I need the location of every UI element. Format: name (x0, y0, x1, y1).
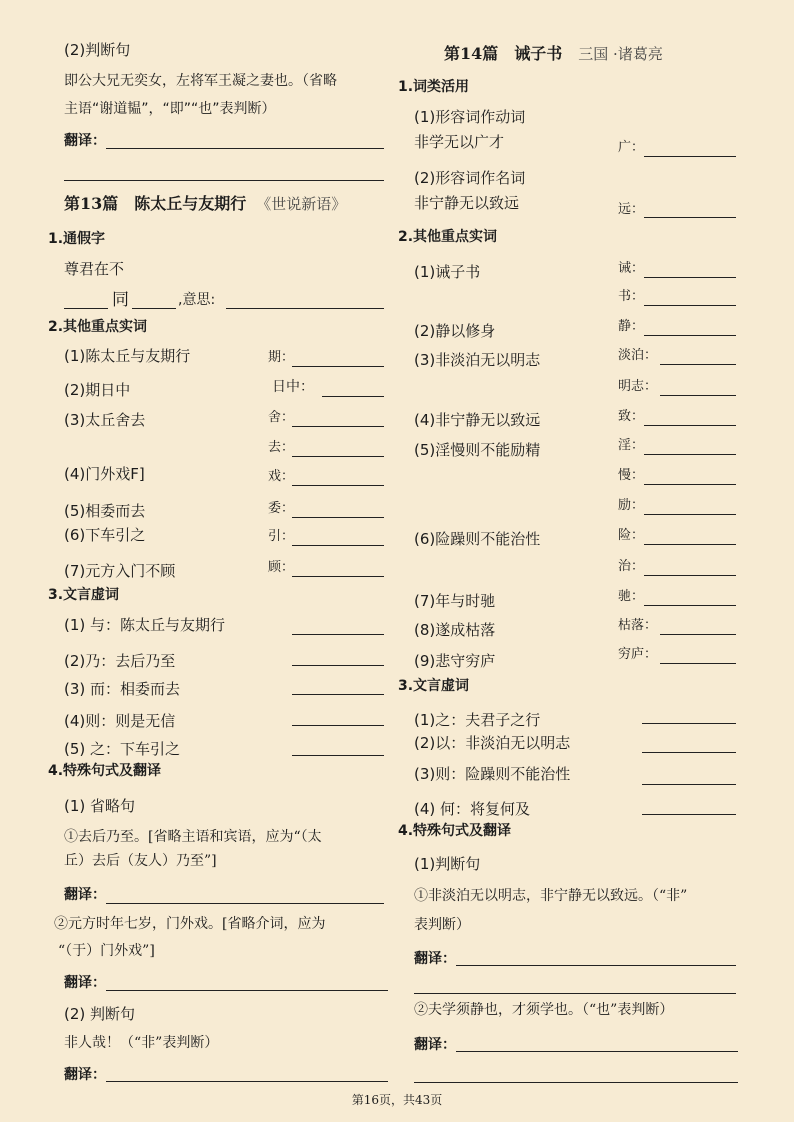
huoyong-label: 广： (618, 140, 645, 155)
section-14-source: 三国 ·诸葛亮 (578, 45, 663, 63)
shici-item: (9)悲守穷庐 (414, 652, 496, 670)
answer-line[interactable] (64, 308, 108, 309)
huoyong-sentence: 非宁静无以致远 (414, 194, 520, 212)
example-note: 主语“谢道韫”，“即”“也”表判断） (64, 101, 276, 117)
xuci-item: (5) 之：下车引之 (64, 740, 181, 758)
answer-line[interactable] (292, 755, 384, 756)
shici-item: (6)险躁则不能治性 (414, 530, 541, 548)
answer-line[interactable] (660, 634, 736, 635)
answer-line[interactable] (644, 454, 736, 455)
judge-example: 非人哉！（“非”表判断） (64, 1035, 219, 1051)
xuci-item: (3)则：险躁则不能治性 (414, 765, 571, 783)
answer-line[interactable] (132, 308, 176, 309)
answer-line[interactable] (644, 156, 736, 157)
shici-item: (2)静以修身 (414, 322, 496, 340)
answer-line[interactable] (106, 1081, 388, 1082)
answer-line[interactable] (644, 544, 736, 545)
answer-line[interactable] (642, 784, 736, 785)
xuci-item: (4) 何：将复何及 (414, 800, 531, 818)
shici-item: (6)下车引之 (64, 526, 146, 544)
judge-heading: (1)判断句 (414, 855, 481, 873)
shici-label: 枯落： (618, 618, 658, 633)
translation-label: 翻译： (64, 887, 106, 903)
judge-example-1: ①非淡泊无以明志，非宁静无以致远。（“非” (414, 888, 688, 904)
answer-line[interactable] (456, 1051, 738, 1052)
shici-item: (1)诫子书 (414, 263, 481, 281)
special-sentence-heading: 4.特殊句式及翻译 (398, 823, 512, 839)
shici-label: 静： (618, 319, 645, 334)
omission-example-2: ②元方时年七岁，门外戏。[省略介词，应为 (54, 916, 326, 932)
huoyong-sentence: 非学无以广才 (414, 133, 505, 151)
huoyong-type: (2)形容词作名词 (414, 169, 526, 187)
answer-line[interactable] (644, 305, 736, 306)
huoyong-label: 远： (618, 202, 645, 217)
answer-line[interactable] (292, 665, 384, 666)
answer-line[interactable] (292, 576, 384, 577)
shici-item: (4)非宁静无以致远 (414, 411, 541, 429)
shici-label: 戏： (268, 469, 295, 484)
judge-sentence-heading: (2)判断句 (64, 41, 131, 59)
answer-line[interactable] (292, 426, 384, 427)
omission-heading: (1) 省略句 (64, 797, 136, 815)
answer-line[interactable] (644, 425, 736, 426)
shici-label: 淫： (618, 438, 645, 453)
omission-example-2-cont: “（于）门外戏”] (58, 943, 155, 959)
answer-line[interactable] (292, 485, 384, 486)
shici-label: 驰： (618, 589, 645, 604)
omission-example-1-cont: 丘）去后（友人）乃至”] (64, 853, 217, 869)
answer-line[interactable] (644, 514, 736, 515)
answer-line[interactable] (642, 723, 736, 724)
translation-label: 翻译： (414, 1037, 456, 1053)
tongjia-heading: 1.通假字 (48, 231, 106, 247)
answer-line[interactable] (292, 366, 384, 367)
translation-label: 翻译： (64, 975, 106, 991)
answer-line[interactable] (106, 903, 384, 904)
section-14-title: 第14篇 诫子书 三国 ·诸葛亮 (444, 44, 663, 63)
xuci-item: (3) 而：相委而去 (64, 680, 181, 698)
answer-line[interactable] (106, 148, 384, 149)
answer-line[interactable] (292, 694, 384, 695)
huoyong-type: (1)形容词作动词 (414, 108, 526, 126)
shici-heading: 2.其他重点实词 (398, 229, 498, 245)
shici-label: 去： (268, 440, 295, 455)
shici-label: 日中： (272, 379, 314, 395)
omission-example-1: ①去后乃至。[省略主语和宾语，应为“（太 (64, 829, 322, 845)
shici-label: 诫： (618, 261, 645, 276)
judge-example-1-cont: 表判断） (414, 917, 470, 933)
shici-label: 书： (618, 289, 645, 304)
answer-line[interactable] (414, 993, 736, 994)
shici-label: 顾： (268, 560, 295, 575)
shici-item: (7)元方入门不顾 (64, 562, 176, 580)
special-sentence-heading: 4.特殊句式及翻译 (48, 763, 162, 779)
xuci-item: (4)则：则是无信 (64, 712, 176, 730)
answer-line[interactable] (456, 965, 736, 966)
xuci-item: (2)乃：去后乃至 (64, 652, 176, 670)
shici-label: 委： (268, 501, 295, 516)
translation-label: 翻译： (414, 951, 456, 967)
answer-line[interactable] (642, 752, 736, 753)
answer-line[interactable] (660, 663, 736, 664)
judge-example-2: ②夫学须静也，才须学也。（“也”表判断） (414, 1002, 674, 1018)
tongjia-same-char: 同 (112, 290, 129, 310)
section-13-title: 第13篇 陈太丘与友期行 《世说新语》 (64, 194, 347, 213)
answer-line[interactable] (292, 634, 384, 635)
answer-line[interactable] (644, 335, 736, 336)
shici-label: 治： (618, 559, 645, 574)
translation-label: 翻译： (64, 1067, 106, 1083)
xuci-item: (2)以：非淡泊无以明志 (414, 734, 571, 752)
answer-line[interactable] (660, 364, 736, 365)
shici-item: (7)年与时驰 (414, 592, 496, 610)
shici-item: (4)门外戏F] (64, 465, 145, 483)
shici-item: (3)非淡泊无以明志 (414, 351, 541, 369)
shici-label: 穷庐： (618, 647, 658, 662)
translation-label: 翻译： (64, 133, 106, 149)
shici-label: 明志： (618, 379, 658, 394)
answer-line[interactable] (642, 814, 736, 815)
xuci-heading: 3.文言虚词 (48, 587, 120, 603)
answer-line[interactable] (644, 484, 736, 485)
page-number: 第16页，共43页 (351, 1093, 443, 1107)
shici-item: (8)遂成枯落 (414, 621, 496, 639)
answer-line[interactable] (644, 605, 736, 606)
xuci-item: (1)之：夫君子之行 (414, 711, 541, 729)
shici-label: 引： (268, 529, 295, 544)
answer-line[interactable] (226, 308, 384, 309)
section-13-source: 《世说新语》 (256, 195, 347, 213)
shici-item: (1)陈太丘与友期行 (64, 347, 191, 365)
shici-heading: 2.其他重点实词 (48, 319, 148, 335)
judge-heading: (2) 判断句 (64, 1005, 136, 1023)
answer-line[interactable] (644, 217, 736, 218)
xuci-item: (1) 与：陈太丘与友期行 (64, 616, 226, 634)
shici-item: (2)期日中 (64, 381, 131, 399)
answer-line[interactable] (292, 456, 384, 457)
shici-label: 舍： (268, 410, 295, 425)
answer-line[interactable] (322, 396, 384, 397)
shici-label: 淡泊： (618, 348, 658, 363)
answer-line[interactable] (292, 517, 384, 518)
answer-line[interactable] (660, 395, 736, 396)
example-sentence: 即公大兄无奕女，左将军王凝之妻也。（省略 (64, 73, 337, 89)
shici-item: (5)淫慢则不能励精 (414, 441, 541, 459)
shici-label: 慢： (618, 468, 645, 483)
answer-line[interactable] (292, 725, 384, 726)
shici-item: (5)相委而去 (64, 502, 146, 520)
shici-label: 期： (268, 350, 295, 365)
answer-line[interactable] (644, 277, 736, 278)
shici-label: 励： (618, 498, 645, 513)
answer-line[interactable] (644, 575, 736, 576)
shici-label: 险： (618, 528, 645, 543)
meaning-label: ,意思: (178, 292, 216, 308)
shici-label: 致： (618, 409, 645, 424)
tongjia-sentence: 尊君在不 (64, 260, 125, 278)
answer-line[interactable] (64, 180, 384, 181)
huoyong-heading: 1.词类活用 (398, 79, 470, 95)
answer-line[interactable] (106, 990, 388, 991)
answer-line[interactable] (292, 545, 384, 546)
shici-item: (3)太丘舍去 (64, 411, 146, 429)
xuci-heading: 3.文言虚词 (398, 678, 470, 694)
answer-line[interactable] (414, 1082, 738, 1083)
